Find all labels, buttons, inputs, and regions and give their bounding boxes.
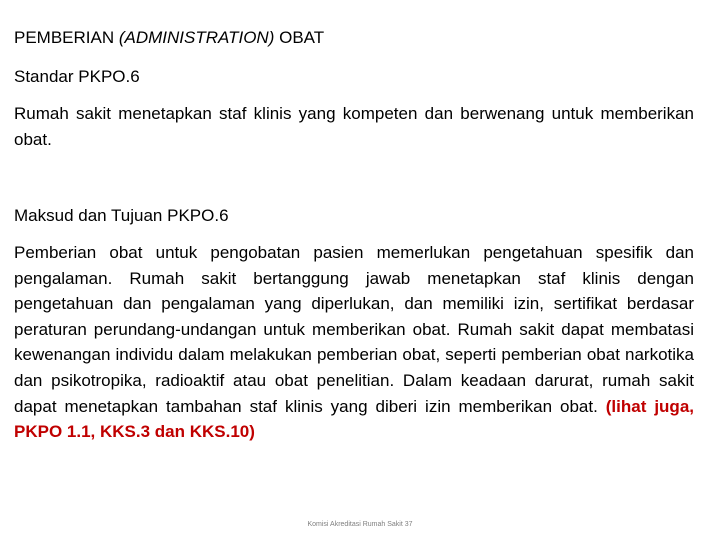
title-prefix: PEMBERIAN: [14, 28, 119, 47]
title-suffix: OBAT: [274, 28, 325, 47]
purpose-paragraph: [14, 240, 694, 445]
footer-text: Komisi Akreditasi Rumah Sakit 37: [307, 521, 413, 528]
purpose-text: Pemberian obat untuk pengobatan pasien memerlukan pengetahuan spesifik dan pengalaman. Rumah sakit bertanggung jawab menetapkan staf klinis dengan pengetahuan dan pengalaman yang diperlukan, dan memiliki izin, sertifikat berdasar peraturan perundang-undangan untuk memberikan obat. Rumah sakit dapat membatasi kewenangan individu dalam melakukan pemberian obat, seperti pemberian obat narkotika dan psikotropika, radioaktif atau obat penelitian. Dalam keadaan darurat, rumah sakit dapat menetapkan tambahan staf klinis yang diberi izin memberikan obat.: [14, 243, 694, 416]
page-title: [14, 28, 324, 48]
title-italic: (ADMINISTRATION): [118, 28, 275, 47]
standard-text: Rumah sakit menetapkan staf klinis yang kompeten dan berwenang untuk memberikan obat.: [14, 104, 694, 149]
standard-label: Standar PKPO.6: [14, 67, 140, 86]
reference-text: (lihat juga, PKPO 1.1, KKS.3 dan KKS.10): [14, 396, 694, 442]
purpose-label: Maksud dan Tujuan PKPO.6: [14, 206, 229, 225]
